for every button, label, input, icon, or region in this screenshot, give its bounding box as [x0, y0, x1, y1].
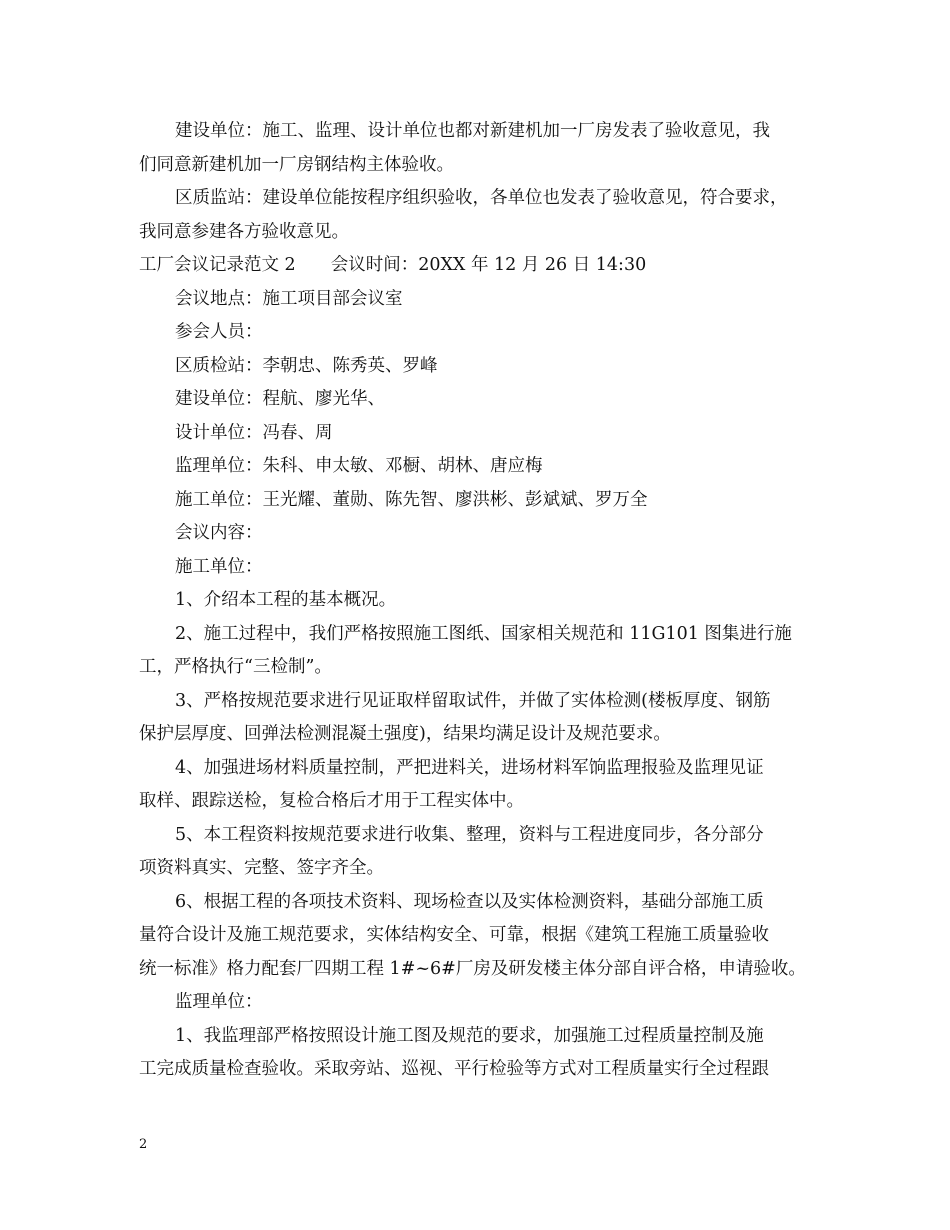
- text-line: 会议内容：: [175, 523, 263, 543]
- text-line: 项资料真实、完整、签字齐全。: [139, 858, 384, 878]
- text-line: 们同意新建机加一厂房钢结构主体验收。: [139, 154, 454, 175]
- text-line: 2、施工过程中，我们严格按照施工图纸、国家相关规范和 11G101 图集进行施: [175, 623, 792, 644]
- text-line: 5、本工程资料按规范要求进行收集、整理，资料与工程进度同步，各分部分: [175, 824, 764, 845]
- text-line: 1、我监理部严格按照设计施工图及规范的要求，加强施工过程质量控制及施: [175, 1025, 764, 1046]
- text-line: 建设单位：施工、监理、设计单位也都对新建机加一厂房发表了验收意见，我: [175, 121, 770, 141]
- text-line: 监理单位：: [175, 992, 263, 1012]
- text-line: 保护层厚度、回弹法检测混凝土强度)，结果均满足设计及规范要求。: [139, 724, 671, 744]
- text-line: 我同意参建各方验收意见。: [139, 221, 349, 242]
- text-line: 设计单位：冯春、周: [175, 422, 333, 443]
- page-number: 2: [139, 1137, 148, 1152]
- text-line: 施工单位：: [175, 556, 263, 577]
- text-line: 1、介绍本工程的基本概况。: [175, 590, 397, 610]
- text-line: 施工单位：王光耀、董勋、陈先智、廖洪彬、彭斌斌、罗万全: [175, 489, 648, 510]
- text-line: 区质检站：李朝忠、陈秀英、罗峰: [175, 355, 438, 376]
- text-line: 工厂会议记录范文 2 会议时间：20XX 年 12 月 26 日 14:30: [139, 255, 647, 275]
- text-line: 会议地点：施工项目部会议室: [175, 288, 403, 309]
- text-line: 参会人员：: [175, 322, 263, 342]
- text-line: 量符合设计及施工规范要求，实体结构安全、可靠，根据《建筑工程施工质量验收: [139, 925, 769, 945]
- text-line: 3、严格按规范要求进行见证取样留取试件，并做了实体检测(楼板厚度、钢筋: [175, 690, 771, 711]
- document-body: [139, 115, 829, 1087]
- text-line: 工，严格执行“三检制”。: [139, 657, 332, 677]
- text-line: 统一标准》格力配套厂四期工程 1#~6#厂房及研发楼主体分部自评合格，申请验收。: [139, 958, 806, 979]
- text-line: 区质监站：建设单位能按程序组织验收，各单位也发表了验收意见，符合要求，: [175, 188, 788, 208]
- text-line: 工完成质量检查验收。采取旁站、巡视、平行检验等方式对工程质量实行全过程跟: [139, 1059, 769, 1079]
- text-line: 监理单位：朱科、申太敏、邓橱、胡林、唐应梅: [175, 456, 543, 476]
- text-line: 4、加强进场材料质量控制，严把进料关，进场材料军饷监理报验及监理见证: [175, 757, 764, 778]
- text-line: 取样、跟踪送检，复检合格后才用于工程实体中。: [139, 791, 524, 811]
- text-line: 6、根据工程的各项技术资料、现场检查以及实体检测资料，基础分部施工质: [175, 891, 764, 912]
- text-line: 建设单位：程航、廖光华、: [175, 389, 385, 409]
